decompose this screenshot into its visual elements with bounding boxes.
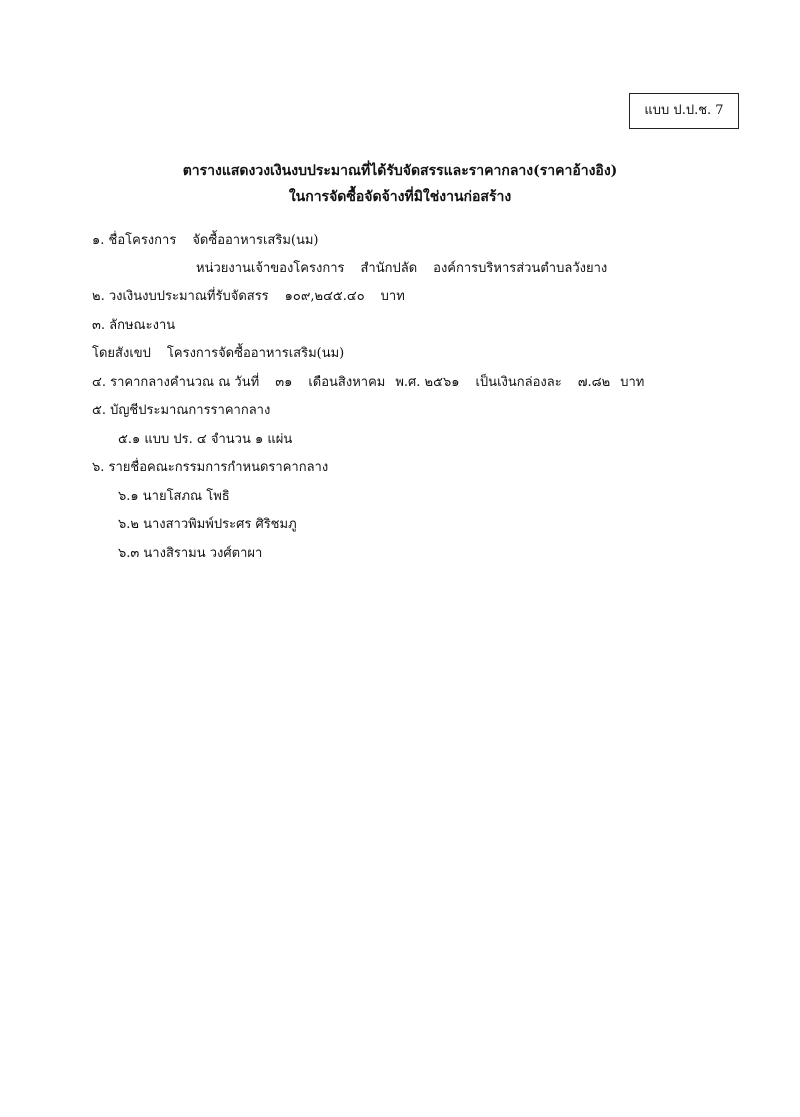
item-3-summary-value: โครงการจัดซื้ออาหารเสริม(นม) bbox=[166, 346, 345, 361]
form-code-box bbox=[629, 93, 739, 129]
item-3-summary-label: โดยสังเขป bbox=[92, 346, 151, 361]
item-4-day: ๓๑ bbox=[275, 375, 293, 390]
item-5-label: ๕. บัญชีประมาณการราคากลาง bbox=[92, 403, 271, 418]
item-3-label: ๓. ลักษณะงาน bbox=[92, 318, 176, 333]
item-4-price-label: เป็นเงินกล่องละ bbox=[475, 375, 562, 390]
item-1-label: ๑. ชื่อโครงการ bbox=[92, 233, 177, 248]
item-5-sub-1: ๕.๑ แบบ ปร. ๔ จำนวน ๑ แผ่น bbox=[118, 432, 293, 447]
committee-member-1: ๖.๑ นายโสภณ โพธิ bbox=[118, 489, 230, 504]
item-4-median-price bbox=[92, 374, 644, 392]
item-1-agency-office: สำนักปลัด bbox=[360, 261, 418, 276]
committee-member-3: ๖.๓ นางสิรามน วงศ์ตาผา bbox=[118, 546, 263, 561]
committee-member-2: ๖.๒ นางสาวพิมพ์ประศร ศิริชมภู bbox=[118, 517, 297, 532]
item-4-price: ๗.๘๒ bbox=[577, 375, 611, 390]
item-2-budget bbox=[92, 288, 405, 306]
item-4-unit: บาท bbox=[620, 375, 645, 390]
item-2-label: ๒. วงเงินงบประมาณที่รับจัดสรร bbox=[92, 289, 269, 304]
item-1-value: จัดซื้ออาหารเสริม(นม) bbox=[192, 233, 319, 248]
item-4-year: พ.ศ. ๒๕๖๑ bbox=[395, 375, 460, 390]
item-1-project-name bbox=[92, 232, 319, 250]
item-4-month: เดือนสิงหาคม bbox=[308, 375, 386, 390]
item-3-summary bbox=[92, 345, 344, 363]
item-2-unit: บาท bbox=[380, 289, 405, 304]
form-code-text: แบบ ป.ป.ช. 7 bbox=[644, 103, 724, 118]
document-title-line-2: ในการจัดซื้อจัดจ้างที่มิใช่งานก่อสร้าง bbox=[288, 189, 512, 205]
item-1-agency-org: องค์การบริหารส่วนตำบลวังยาง bbox=[433, 261, 608, 276]
item-1-agency bbox=[196, 260, 607, 278]
item-1-agency-label: หน่วยงานเจ้าของโครงการ bbox=[196, 261, 345, 276]
item-2-amount: ๑๐๙,๒๔๕.๔๐ bbox=[284, 289, 365, 304]
item-4-label: ๔. ราคากลางคำนวณ ณ วันที่ bbox=[92, 375, 260, 390]
item-6-label: ๖. รายชื่อคณะกรรมการกำหนดราคากลาง bbox=[92, 460, 329, 475]
document-title-line-1: ตารางแสดงวงเงินงบประมาณที่ได้รับจัดสรรและราคากลาง(ราคาอ้างอิง) bbox=[182, 163, 618, 179]
